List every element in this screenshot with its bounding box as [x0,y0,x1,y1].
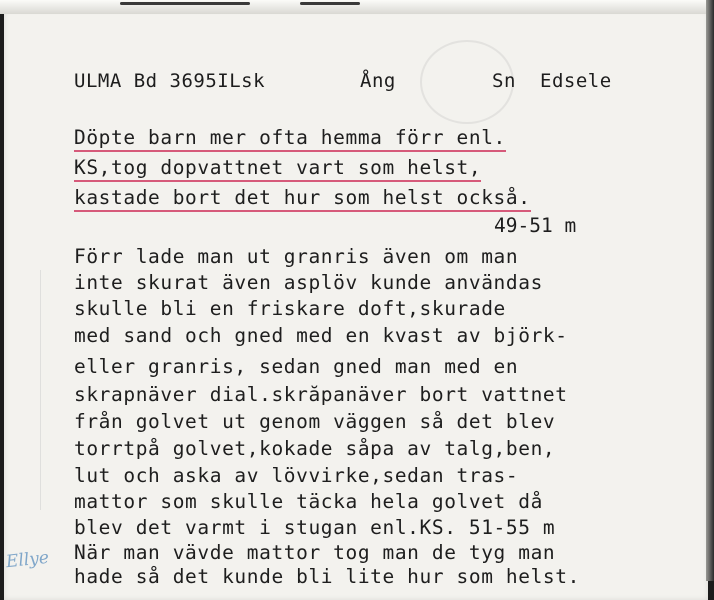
text-line: torrtpå golvet,kokade såpa av talg,ben, [74,437,556,460]
parish-label: Sn [492,70,516,92]
text-line: hade så det kunde bli lite hur som helst. [74,565,580,588]
ink-scribble [120,2,250,5]
text-line: eller granris, sedan gned man med en [74,355,519,378]
card-header [74,70,674,100]
previous-card-edge [0,0,714,14]
margin-annotation: Ellye [5,547,50,573]
card-edge-shadow [706,0,714,581]
parish-name: Edsele [540,70,612,92]
text-line: med sand och gned med en kvast av björk- [74,324,568,347]
text-line: blev det varmt i stugan enl.KS. 51-55 m [74,516,556,539]
area-label: Ång [360,70,396,92]
text-line: mattor som skulle täcka hela golvet då [74,490,543,513]
text-line: KS,tog dopvattnet vart som helst, [74,156,481,179]
text-line: kastade bort det hur som helst också. [74,186,531,209]
archive-code: ULMA Bd 3695ILsk [74,70,266,92]
text-line: lut och aska av lövvirke,sedan tras- [74,464,519,487]
ink-scribble [300,2,360,5]
text-line: skrapnäver dial.skrăpanäver bort vattnet [74,383,568,406]
page-reference: 49-51 m [494,214,577,237]
margin-line [40,270,51,510]
text-line: Förr lade man ut granris även om man [74,245,519,268]
text-line: Döpte barn mer ofta hemma förr enl. [74,126,506,149]
text-line: skulle bli en friskare doft,skurade [74,297,506,320]
text-line: inte skurat även asplöv kunde användas [74,271,543,294]
text-line: från golvet ut genom väggen så det blev [74,410,556,433]
text-line: När man vävde mattor tog man de tyg man [74,541,556,564]
